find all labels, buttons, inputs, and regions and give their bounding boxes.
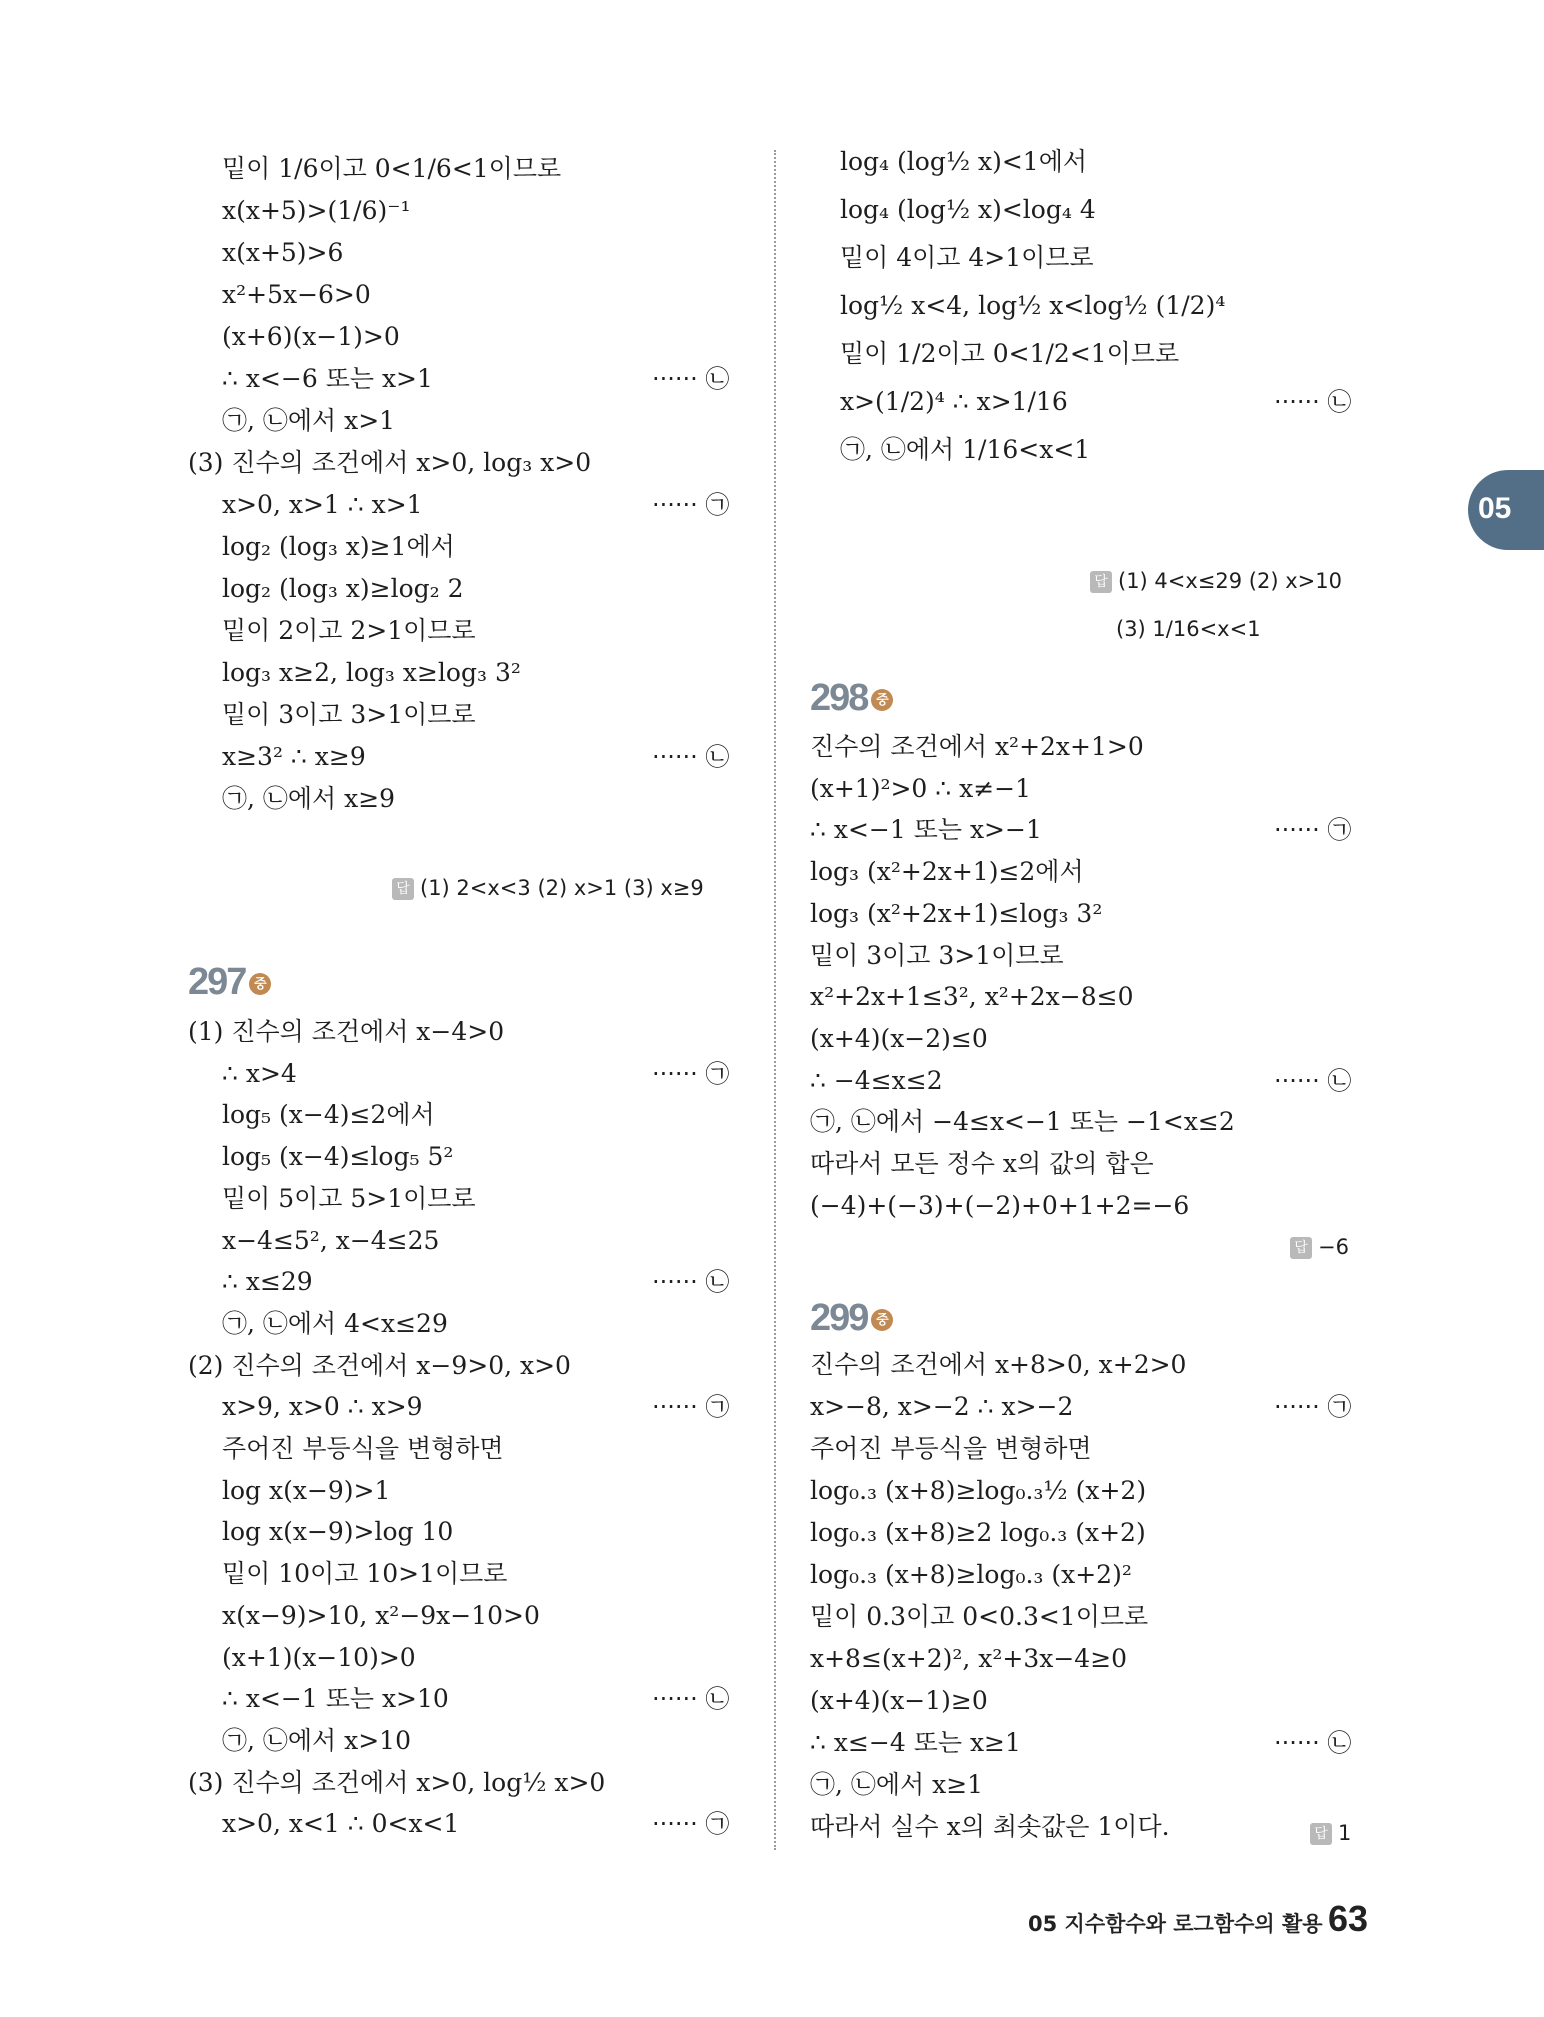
math-line: log₅ (x−4)≤2에서 — [222, 1100, 435, 1130]
math-line: 주어진 부등식을 변형하면 — [810, 1434, 1092, 1463]
math-line: 밑이 3이고 3>1이므로 — [810, 940, 1064, 970]
math-line: 밑이 4이고 4>1이므로 — [840, 243, 1094, 272]
math-line: log₃ (x²+2x+1)≤2에서 — [810, 857, 1084, 887]
math-line: log₃ (x²+2x+1)≤log₃ 3² — [810, 898, 1103, 928]
math-line: 진수의 조건에서 x+8>0, x+2>0 — [810, 1350, 1187, 1379]
equation-marker: ······ ㉡ — [652, 365, 730, 393]
math-line: 밑이 1/6이고 0<1/6<1이므로 — [222, 154, 562, 183]
math-line: 밑이 3이고 3>1이므로 — [222, 700, 476, 729]
math-line: x+8≤(x+2)², x²+3x−4≥0 — [810, 1644, 1128, 1673]
math-line: x(x+5)>6 — [222, 238, 344, 267]
math-line: (x+4)(x−1)≥0 — [810, 1686, 988, 1715]
problem-number-297: 297 중 — [188, 960, 271, 1004]
math-line: log½ x<4, log½ x<log½ (1/2)⁴ — [840, 291, 1226, 320]
math-line: ㉠, ㉡에서 1/16<x<1 — [840, 435, 1091, 464]
math-line: ㉠, ㉡에서 −4≤x<−1 또는 −1<x≤2 — [810, 1107, 1235, 1137]
column-divider — [774, 150, 776, 1850]
math-line: 진수의 조건에서 x²+2x+1>0 — [810, 732, 1144, 761]
math-line: 밑이 10이고 10>1이므로 — [222, 1559, 508, 1589]
math-line: ㉠, ㉡에서 x>10 — [222, 1725, 411, 1755]
equation-marker: ······ ㉠ — [652, 491, 730, 519]
math-line: (x+4)(x−2)≤0 — [810, 1023, 988, 1053]
math-line: log₄ (log½ x)<log₄ 4 — [840, 195, 1096, 224]
equation-marker: ······ ㉡ — [652, 1685, 730, 1714]
answer-297-line1: 답 (1) 4<x≤29 (2) x>10 — [1090, 566, 1342, 596]
math-line: ㉠, ㉡에서 4<x≤29 — [222, 1308, 448, 1338]
math-line: x²+5x−6>0 — [222, 280, 371, 309]
math-line: log₅ (x−4)≤log₅ 5² — [222, 1142, 454, 1172]
math-line: log₀.₃ (x+8)≥2 log₀.₃ (x+2) — [810, 1518, 1146, 1547]
math-line: 밑이 5이고 5>1이므로 — [222, 1183, 476, 1213]
math-line: ∴ x>4 — [222, 1058, 297, 1088]
math-line: log₃ x≥2, log₃ x≥log₃ 3² — [222, 658, 521, 687]
math-line: x(x−9)>10, x²−9x−10>0 — [222, 1600, 540, 1630]
math-line: log₄ (log½ x)<1에서 — [840, 147, 1088, 176]
math-line: ∴ x<−1 또는 x>10 — [222, 1684, 449, 1714]
math-line: ∴ −4≤x≤2 — [810, 1065, 943, 1095]
math-line: log₂ (log₃ x)≥log₂ 2 — [222, 574, 464, 603]
math-line: (x+1)²>0 ∴ x≠−1 — [810, 773, 1032, 803]
math-line: ㉠, ㉡에서 x≥1 — [810, 1770, 984, 1799]
answer-297-line2: (3) 1/16<x<1 — [1116, 617, 1261, 641]
math-line: (1) 진수의 조건에서 x−4>0 — [188, 1017, 505, 1046]
equation-marker: ······ ㉠ — [1274, 816, 1352, 845]
math-line: x>−8, x>−2 ∴ x>−2 — [810, 1392, 1074, 1421]
math-line: (x+1)(x−10)>0 — [222, 1642, 416, 1672]
difficulty-badge: 중 — [871, 1309, 893, 1331]
chapter-tab: 05 — [1468, 470, 1544, 550]
math-line: (−4)+(−3)+(−2)+0+1+2=−6 — [810, 1190, 1190, 1220]
math-line: ㉠, ㉡에서 x≥9 — [222, 784, 396, 813]
math-line: 따라서 실수 x의 최솟값은 1이다. — [810, 1812, 1170, 1841]
math-line: log x(x−9)>log 10 — [222, 1517, 454, 1547]
math-line: log₂ (log₃ x)≥1에서 — [222, 532, 455, 561]
math-line: (x+6)(x−1)>0 — [222, 322, 400, 351]
math-line: ∴ x≤29 — [222, 1267, 313, 1297]
math-line: ∴ x<−1 또는 x>−1 — [810, 815, 1042, 845]
math-line: 밑이 1/2이고 0<1/2<1이므로 — [840, 339, 1180, 368]
answer-299: 답 1 — [1310, 1818, 1351, 1848]
math-line: 밑이 0.3이고 0<0.3<1이므로 — [810, 1602, 1149, 1631]
math-line: x(x+5)>(1/6)⁻¹ — [222, 196, 411, 225]
equation-marker: ······ ㉠ — [652, 1810, 730, 1839]
math-line: x>9, x>0 ∴ x>9 — [222, 1392, 423, 1422]
math-line: log x(x−9)>1 — [222, 1475, 391, 1505]
equation-marker: ······ ㉠ — [652, 1059, 730, 1088]
footer-chapter-title: 05 지수함수와 로그함수의 활용 — [1028, 1912, 1323, 1936]
math-line: ∴ x<−6 또는 x>1 — [222, 364, 433, 393]
equation-marker: ······ ㉡ — [652, 1268, 730, 1297]
page-number: 63 — [1328, 1898, 1369, 1939]
math-line: ㉠, ㉡에서 x>1 — [222, 406, 396, 435]
math-line: (3) 진수의 조건에서 x>0, log₃ x>0 — [188, 448, 592, 477]
answer-298: 답 −6 — [1290, 1232, 1349, 1262]
difficulty-badge: 중 — [249, 973, 271, 995]
math-line: 주어진 부등식을 변형하면 — [222, 1434, 504, 1463]
math-line: log₀.₃ (x+8)≥log₀.₃½ (x+2) — [810, 1476, 1147, 1505]
math-line: 따라서 모든 정수 x의 값의 합은 — [810, 1149, 1154, 1178]
math-line: x≥3² ∴ x≥9 — [222, 742, 366, 771]
equation-marker: ······ ㉡ — [1274, 1729, 1352, 1757]
math-line: x>(1/2)⁴ ∴ x>1/16 — [840, 387, 1068, 416]
equation-marker: ······ ㉡ — [1274, 388, 1352, 416]
math-line: (3) 진수의 조건에서 x>0, log½ x>0 — [188, 1767, 606, 1797]
equation-marker: ······ ㉡ — [1274, 1066, 1352, 1095]
math-line: x>0, x<1 ∴ 0<x<1 — [222, 1809, 460, 1839]
math-line: x>0, x>1 ∴ x>1 — [222, 490, 423, 519]
equation-marker: ······ ㉡ — [652, 743, 730, 771]
math-line: ∴ x≤−4 또는 x≥1 — [810, 1728, 1021, 1757]
problem-number-298: 298 중 — [810, 676, 893, 720]
difficulty-badge: 중 — [871, 689, 893, 711]
equation-marker: ······ ㉠ — [652, 1393, 730, 1422]
math-line: x²+2x+1≤3², x²+2x−8≤0 — [810, 982, 1134, 1012]
math-line: 밑이 2이고 2>1이므로 — [222, 616, 476, 645]
math-line: log₀.₃ (x+8)≥log₀.₃ (x+2)² — [810, 1560, 1132, 1589]
math-line: x−4≤5², x−4≤25 — [222, 1225, 440, 1255]
equation-marker: ······ ㉠ — [1274, 1393, 1352, 1421]
math-line: (2) 진수의 조건에서 x−9>0, x>0 — [188, 1350, 571, 1380]
problem-number-299: 299 중 — [810, 1296, 893, 1340]
answer-296: 답 (1) 2<x<3 (2) x>1 (3) x≥9 — [392, 873, 704, 903]
